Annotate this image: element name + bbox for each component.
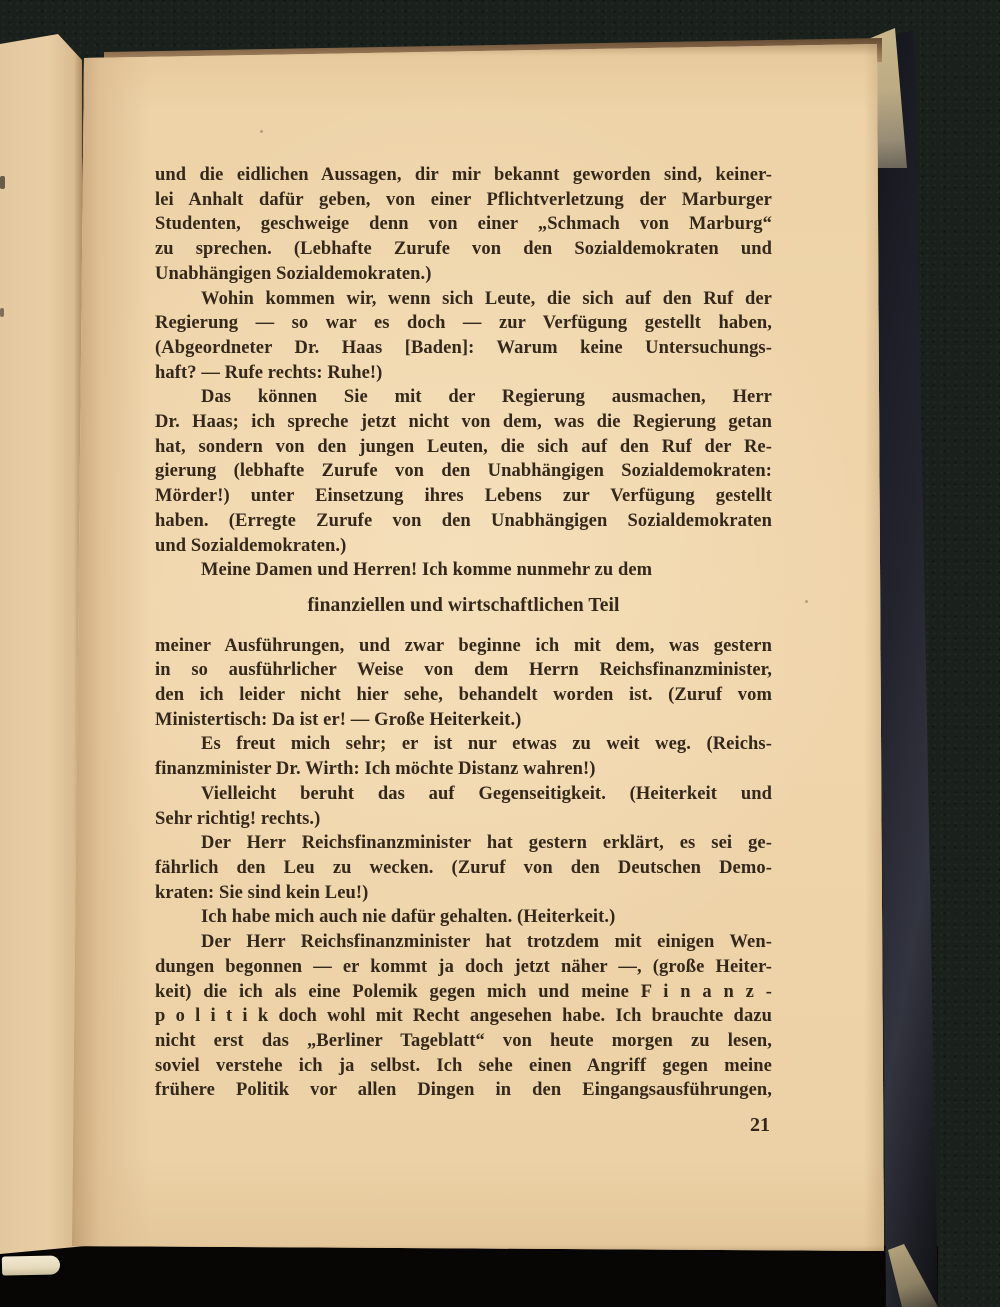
text-line: Ministertisch: Da ist er! — Große Heiterkeit.) <box>155 709 522 730</box>
paragraph <box>155 163 772 287</box>
paragraph <box>155 831 772 905</box>
text-line: Das können Sie mit der Regierung ausmachen, Herr <box>201 387 772 408</box>
page-text <box>155 163 772 1103</box>
text-line: keit) die ich als eine Polemik gegen mich und meine F i n a n z - <box>155 981 772 1002</box>
paper-speck <box>805 600 808 603</box>
left-page-edge <box>0 34 86 1254</box>
text-line: Der Herr Reichsfinanzminister hat trotzdem mit einigen Wen- <box>201 932 772 953</box>
section-heading <box>155 594 772 619</box>
paper-speck <box>260 130 263 133</box>
paragraph <box>155 782 772 831</box>
text-line: frühere Politik vor allen Dingen in den Eingangsausführungen, <box>155 1080 772 1101</box>
text-line: Der Herr Reichsfinanzminister hat gestern erklärt, es sei ge- <box>201 833 772 854</box>
paragraph <box>155 287 772 386</box>
text-line: Sehr richtig! rechts.) <box>155 808 321 829</box>
paragraph <box>155 558 772 583</box>
text-line: (Abgeordneter Dr. Haas [Baden]: Warum keine Untersuchungs- <box>155 337 772 358</box>
text-line: Wohin kommen wir, wenn sich Leute, die sich auf den Ruf der <box>201 288 772 309</box>
text-line: soviel verstehe ich ja selbst. Ich sehe einen Angriff gegen meine <box>155 1055 772 1076</box>
text-line: in so ausführlicher Weise von dem Herrn Reichsfinanzminister, <box>155 660 772 681</box>
text-line: Studenten, geschweige denn von einer „Schmach von Marburg“ <box>155 214 772 235</box>
text-line: Mörder!) unter Einsetzung ihres Lebens zur Verfügung gestellt <box>155 486 772 507</box>
text-line: Dr. Haas; ich spreche jetzt nicht von dem, was die Regierung getan <box>155 412 772 433</box>
text-line: haft? — Rufe rechts: Ruhe!) <box>155 362 383 383</box>
spine-tailband <box>2 1255 60 1275</box>
text-line: kraten: Sie sind kein Leu!) <box>155 882 369 903</box>
facing-page-print-fragment <box>0 308 4 317</box>
text-line: Ich habe mich auch nie dafür gehalten. (Heiterkeit.) <box>201 907 616 928</box>
text-line: zu sprechen. (Lebhafte Zurufe von den Sozialdemokraten und <box>155 239 772 260</box>
text-line: finanzminister Dr. Wirth: Ich möchte Distanz wahren!) <box>155 759 596 780</box>
text-line: p o l i t i k doch wohl mit Recht angesehen habe. Ich brauchte dazu <box>155 1006 772 1027</box>
text-line: finanziellen und wirtschaftlichen Teil <box>307 594 620 616</box>
text-line: meiner Ausführungen, und zwar beginne ich mit dem, was gestern <box>155 635 772 656</box>
text-line: den ich leider nicht hier sehe, behandelt worden ist. (Zuruf vom <box>155 685 772 706</box>
inner-cover-bottom <box>0 1246 938 1307</box>
text-line: Vielleicht beruht das auf Gegenseitigkeit. (Heiterkeit und <box>201 783 772 804</box>
text-line: lei Anhalt dafür geben, von einer Pflichtverletzung der Marburger <box>155 189 772 210</box>
paragraph <box>155 732 772 781</box>
text-line: Unabhängigen Sozialdemokraten.) <box>155 263 432 284</box>
paragraph <box>155 905 772 930</box>
text-line: Es freut mich sehr; er ist nur etwas zu weit weg. (Reichs- <box>201 734 772 755</box>
paragraph <box>155 634 772 733</box>
text-line: dungen begonnen — er kommt ja doch jetzt näher —, (große Heiter- <box>155 956 772 977</box>
text-line: nicht erst das „Berliner Tageblatt“ von heute morgen zu lesen, <box>155 1030 772 1051</box>
text-line: hat, sondern von den jungen Leuten, die sich auf den Ruf der Re- <box>155 436 772 457</box>
text-line: haben. (Erregte Zurufe von den Unabhängigen Sozialdemokraten <box>155 510 772 531</box>
page-number: 21 <box>750 1114 770 1136</box>
text-line: Meine Damen und Herren! Ich komme nunmehr zu dem <box>201 560 653 581</box>
facing-page-print-fragment <box>0 176 5 189</box>
text-line: Regierung — so war es doch — zur Verfügung gestellt haben, <box>155 313 772 334</box>
text-line: und die eidlichen Aussagen, dir mir bekannt geworden sind, keiner- <box>155 165 772 185</box>
paragraph <box>155 385 772 558</box>
paragraph <box>155 930 772 1103</box>
text-line: gierung (lebhafte Zurufe von den Unabhängigen Sozialdemokraten: <box>155 461 772 482</box>
text-line: fährlich den Leu zu wecken. (Zuruf von den Deutschen Demo- <box>155 857 772 878</box>
text-line: und Sozialdemokraten.) <box>155 535 347 556</box>
